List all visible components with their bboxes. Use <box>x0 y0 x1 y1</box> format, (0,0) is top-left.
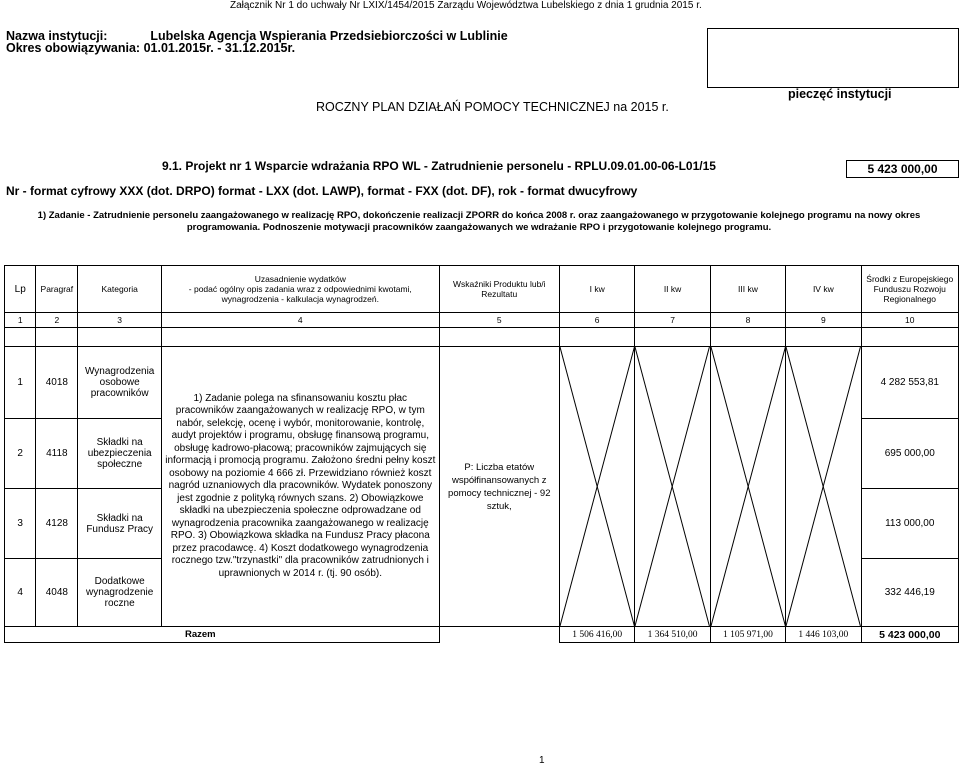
header-kw1: I kw <box>559 266 634 313</box>
total-row <box>5 627 959 643</box>
stamp-label: pieczęć instytucji <box>788 87 892 101</box>
header-uzasadnienie-1: Uzasadnienie wydatków <box>254 274 346 284</box>
total-label: Razem <box>5 627 440 643</box>
institution-name: Lubelska Agencja Wspierania Przedsiebiorczości w Lublinie <box>150 29 508 43</box>
header-wskazniki: Wskaźniki Produktu lub/i Rezultatu <box>439 266 559 313</box>
row-paragraf: 4118 <box>36 419 78 489</box>
total-empty-cell <box>439 627 559 643</box>
plan-title: ROCZNY PLAN DZIAŁAŃ POMOCY TECHNICZNEJ na 2015 r. <box>316 100 669 114</box>
row-srodki: 695 000,00 <box>861 419 958 489</box>
total-kw2: 1 364 510,00 <box>635 627 710 643</box>
col-number: 8 <box>710 313 785 328</box>
total-kw1: 1 506 416,00 <box>559 627 634 643</box>
row-kategoria: Składki na Fundusz Pracy <box>78 489 162 559</box>
task-line-1: 1) Zadanie - Zatrudnienie personelu zaangażowanego w realizację RPO, dokończenie realizacji ZPORR do końca 2008 r. oraz zaangażowanego w przygotowanie kolejnego programu na nowy okres <box>37 210 921 221</box>
header-kw4: IV kw <box>786 266 861 313</box>
header-uzasadnienie <box>162 266 440 313</box>
crossed-cell-kw3 <box>710 347 785 627</box>
row-kategoria: Dodatkowe wynagrodzenie roczne <box>78 559 162 627</box>
expense-description: 1) Zadanie polega na sfinansowaniu kosztu płac pracowników zaangażowanych w realizację RPO, w tym nabór, selekcję, ocenę i wybór, monitorowanie, kontrolę, audyt projektów i programu, obsługę finansową programu, obsługę kadrowo-płacową; pracowników zajmujących się informacją i promocją programu. Założono średni pełny koszt osobowy na poziomie 4 666 zł. Przewidziano również koszt nagród uznaniowych dla pracowników. Wydatek ponoszony jest zgodnie z polityką równych szans. 2) Obowiązkowe składki na ubezpieczenia społeczne odprowadzane od wynagrodzenia pracownika zaangażowanego w realizację RPO. 3) Obowiązkowa składka na Fundusz Pracy płacona przez pracodawcę. 4) Koszt dodatkowego wynagrodzenia rocznego tzw."trzynastki" dla pracowników zatrudnionych i uprawnionych w 2014 r. (tj. 90 osób). <box>162 347 440 627</box>
col-number: 9 <box>786 313 861 328</box>
indicator-cell: P: Liczba etatów współfinansowanych z pomocy technicznej - 92 sztuk, <box>439 347 559 627</box>
task-description <box>6 210 952 234</box>
header-srodki: Środki z Europejskiego Funduszu Rozwoju Regionalnego <box>861 266 958 313</box>
row-lp: 2 <box>5 419 36 489</box>
header-lp: Lp <box>5 266 36 313</box>
plan-table <box>4 265 959 643</box>
total-kw3: 1 105 971,00 <box>710 627 785 643</box>
total-grand: 5 423 000,00 <box>861 627 958 643</box>
header-kw2: II kw <box>635 266 710 313</box>
col-number: 4 <box>162 313 440 328</box>
spacer-row <box>5 328 959 347</box>
period-line <box>6 41 295 55</box>
row-lp: 3 <box>5 489 36 559</box>
period-label: Okres obowiązywania: <box>6 41 141 55</box>
row-kategoria: Wynagrodzenia osobowe pracowników <box>78 347 162 419</box>
row-lp: 1 <box>5 347 36 419</box>
header-uzasadnienie-2: - podać ogólny opis zadania wraz z odpowiednimi kwotami, <box>188 284 412 294</box>
institution-label: Nazwa instytucji: <box>6 29 108 43</box>
row-paragraf: 4048 <box>36 559 78 627</box>
table-row <box>5 347 959 419</box>
crossed-cell-kw1 <box>559 347 634 627</box>
period-value: 01.01.2015r. - 31.12.2015r. <box>143 41 296 55</box>
task-line-2: programowania. Podnoszenie motywacji pracowników zaangażowanych we wdrażanie RPO i przygotowanie kolejnego programu. <box>186 222 772 233</box>
row-lp: 4 <box>5 559 36 627</box>
header-row <box>5 266 959 313</box>
row-srodki: 4 282 553,81 <box>861 347 958 419</box>
row-paragraf: 4018 <box>36 347 78 419</box>
col-number: 6 <box>559 313 634 328</box>
page-number: 1 <box>539 755 545 766</box>
crossed-cell-kw4 <box>786 347 861 627</box>
row-srodki: 332 446,19 <box>861 559 958 627</box>
header-kategoria: Kategoria <box>78 266 162 313</box>
col-number: 1 <box>5 313 36 328</box>
col-number: 7 <box>635 313 710 328</box>
row-srodki: 113 000,00 <box>861 489 958 559</box>
attachment-note: Załącznik Nr 1 do uchwały Nr LXIX/1454/2015 Zarządu Województwa Lubelskiego z dnia 1 grudnia 2015 r. <box>230 0 702 11</box>
project-total: 5 423 000,00 <box>846 160 959 178</box>
stamp-box <box>707 28 959 88</box>
row-paragraf: 4128 <box>36 489 78 559</box>
header-uzasadnienie-3: wynagrodzenia - kalkulacja wynagrodzeń. <box>221 294 379 304</box>
total-kw4: 1 446 103,00 <box>786 627 861 643</box>
col-number: 5 <box>439 313 559 328</box>
crossed-cell-kw2 <box>635 347 710 627</box>
format-line: Nr - format cyfrowy XXX (dot. DRPO) format - LXX (dot. LAWP), format - FXX (dot. DF), rok - format dwucyfrowy <box>6 184 638 198</box>
column-number-row <box>5 313 959 328</box>
col-number: 3 <box>78 313 162 328</box>
col-number: 10 <box>861 313 958 328</box>
row-kategoria: Składki na ubezpieczenia społeczne <box>78 419 162 489</box>
project-title: 9.1. Projekt nr 1 Wsparcie wdrażania RPO WL - Zatrudnienie personelu - RPLU.09.01.00-06-L01/15 <box>162 159 716 173</box>
header-kw3: III kw <box>710 266 785 313</box>
col-number: 2 <box>36 313 78 328</box>
header-paragraf: Paragraf <box>36 266 78 313</box>
